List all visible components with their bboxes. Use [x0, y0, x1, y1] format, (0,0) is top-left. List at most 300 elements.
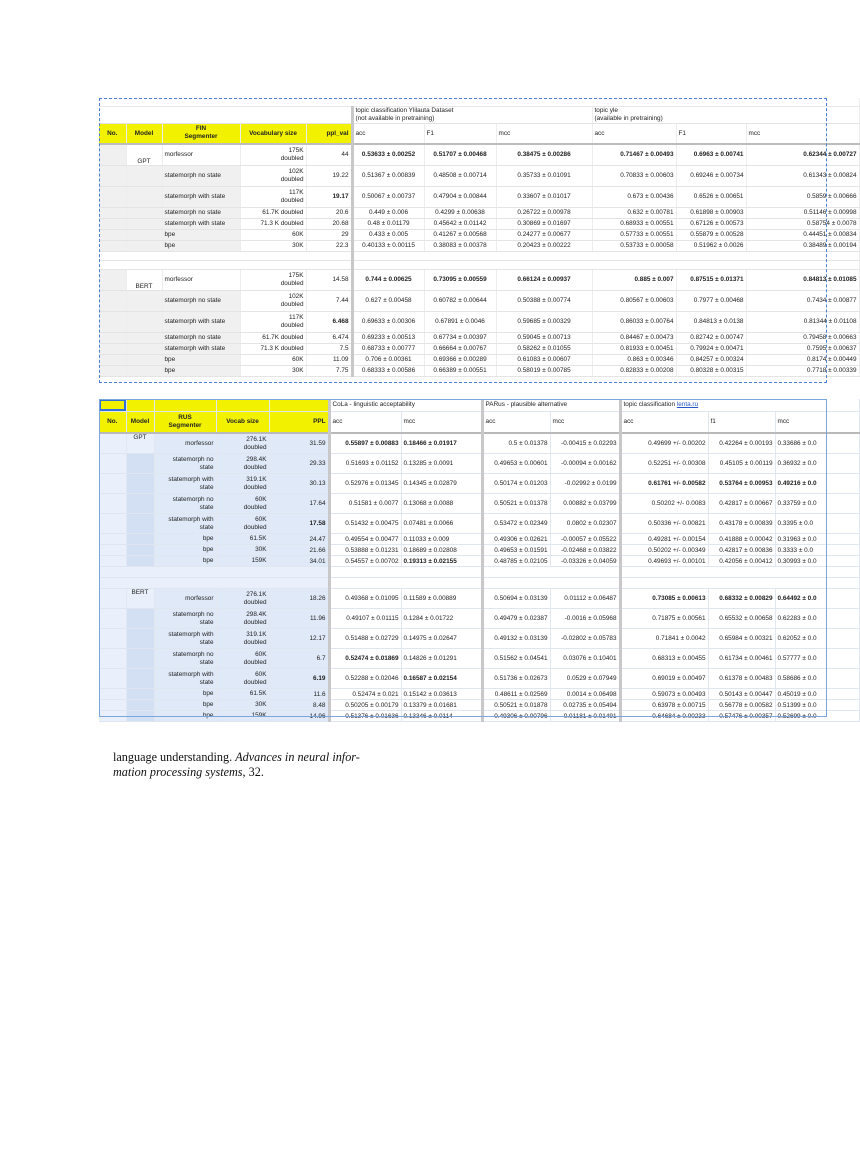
- rus-cell-topic-acc[interactable]: 0.59073 ± 0.00493: [620, 689, 708, 700]
- rus-cell-no[interactable]: [99, 474, 126, 494]
- fin-cell-m1[interactable]: 0.50388 ± 0.00774: [496, 290, 592, 311]
- fin-cell-f1[interactable]: 0.67734 ± 0.00397: [424, 332, 496, 343]
- fin-cell-a2[interactable]: 0.84467 ± 0.00473: [592, 332, 676, 343]
- rus-cell-segmenter[interactable]: [154, 669, 216, 689]
- rus-cell-topic-f1[interactable]: 0.65984 ± 0.00321: [708, 629, 775, 649]
- fin-cell-a2[interactable]: 0.70833 ± 0.00603: [592, 165, 676, 186]
- rus-col-mcc1[interactable]: mcc: [401, 411, 482, 433]
- fin-cell-vocab[interactable]: [240, 269, 306, 290]
- fin-cell-ppl[interactable]: 22.3: [306, 240, 352, 251]
- rus-cell-parus-acc[interactable]: 0.51736 ± 0.02673: [482, 669, 550, 689]
- fin-cell-a1[interactable]: 0.48 ± 0.01179: [352, 218, 424, 229]
- fin-cell-a2[interactable]: 0.68933 ± 0.00551: [592, 218, 676, 229]
- rus-col-model[interactable]: Model: [126, 411, 154, 433]
- rus-cell-topic-f1[interactable]: 0.45105 ± 0.00119: [708, 454, 775, 474]
- fin-cell-f2[interactable]: 0.84813 ± 0.0138: [676, 311, 746, 332]
- fin-cell-f2[interactable]: 0.7977 ± 0.00468: [676, 290, 746, 311]
- rus-cell-parus-mcc[interactable]: -0.02802 ± 0.05783: [550, 629, 620, 649]
- fin-cell-ppl[interactable]: 7.75: [306, 365, 352, 376]
- rus-cell-parus-mcc[interactable]: 0.00882 ± 0.03799: [550, 494, 620, 514]
- rus-cell-cola-acc[interactable]: 0.52288 ± 0.02046: [329, 669, 401, 689]
- rus-cell-no[interactable]: [99, 454, 126, 474]
- fin-cell-ppl[interactable]: 20.6: [306, 207, 352, 218]
- rus-cell-segmenter[interactable]: [154, 545, 216, 556]
- rus-cell-topic-acc[interactable]: 0.49281 +/- 0.00154: [620, 534, 708, 545]
- fin-cell-segmenter[interactable]: bpe: [162, 354, 240, 365]
- rus-cell-topic-f1[interactable]: 0.68332 ± 0.00829: [708, 589, 775, 609]
- fin-col-acc2[interactable]: acc: [592, 124, 676, 144]
- rus-cell-vocab[interactable]: [216, 556, 269, 567]
- fin-cell-a1[interactable]: 0.40133 ± 0.00115: [352, 240, 424, 251]
- fin-cell-vocab[interactable]: [240, 144, 306, 166]
- rus-cell-ppl[interactable]: 8.48: [269, 700, 329, 711]
- rus-cell-model[interactable]: BERT: [126, 589, 154, 609]
- fin-cell-m2[interactable]: 0.7718 ± 0.00339: [746, 365, 859, 376]
- rus-cell-cola-mcc[interactable]: 0.14345 ± 0.02879: [401, 474, 482, 494]
- fin-cell-model[interactable]: [126, 229, 162, 240]
- rus-cell-vocab[interactable]: [216, 454, 269, 474]
- rus-cell-topic-f1[interactable]: 0.65532 ± 0.00658: [708, 609, 775, 629]
- fin-cell-ppl[interactable]: 6.474: [306, 332, 352, 343]
- fin-cell-vocab[interactable]: [240, 218, 306, 229]
- rus-cell-segmenter[interactable]: [154, 629, 216, 649]
- rus-cell-ppl[interactable]: 6.7: [269, 649, 329, 669]
- rus-cell-no[interactable]: [99, 649, 126, 669]
- fin-cell-f1[interactable]: 0.66664 ± 0.00767: [424, 343, 496, 354]
- rus-col-acc3[interactable]: acc: [620, 411, 708, 433]
- fin-cell-model[interactable]: GPT: [126, 144, 162, 166]
- fin-cell-m1[interactable]: 0.20423 ± 0.00222: [496, 240, 592, 251]
- fin-cell-a2[interactable]: 0.53733 ± 0.00058: [592, 240, 676, 251]
- fin-cell-ppl[interactable]: 6.468: [306, 311, 352, 332]
- rus-cell-topic-acc[interactable]: 0.50202 +/- 0.0083: [620, 494, 708, 514]
- rus-cell-model[interactable]: [126, 649, 154, 669]
- fin-cell-segmenter[interactable]: statemorph no state: [162, 290, 240, 311]
- rus-cell-topic-mcc[interactable]: 0.3333 ± 0.0: [775, 545, 859, 556]
- fin-group2-header[interactable]: [592, 107, 859, 124]
- rus-cell-ppl[interactable]: 6.19: [269, 669, 329, 689]
- rus-cell-parus-acc[interactable]: 0.51562 ± 0.04541: [482, 649, 550, 669]
- fin-cell-segmenter[interactable]: statemorph with state: [162, 311, 240, 332]
- fin-cell-model[interactable]: [126, 165, 162, 186]
- rus-cell-parus-acc[interactable]: 0.49132 ± 0.03139: [482, 629, 550, 649]
- fin-col-model[interactable]: Model: [126, 124, 162, 144]
- rus-cell-cola-mcc[interactable]: 0.11589 ± 0.00889: [401, 589, 482, 609]
- rus-cell-topic-f1[interactable]: 0.53764 ± 0.00953: [708, 474, 775, 494]
- rus-cell-ppl[interactable]: 34.01: [269, 556, 329, 567]
- rus-cell-topic-mcc[interactable]: 0.49216 ± 0.0: [775, 474, 859, 494]
- rus-cell-cola-mcc[interactable]: 0.19313 ± 0.02155: [401, 556, 482, 567]
- fin-cell-no[interactable]: [99, 218, 126, 229]
- fin-cell-a1[interactable]: 0.744 ± 0.00625: [352, 269, 424, 290]
- rus-cell-topic-f1[interactable]: 0.42056 ± 0.00412: [708, 556, 775, 567]
- fin-cell-m1[interactable]: 0.33607 ± 0.01017: [496, 186, 592, 207]
- rus-cell-model[interactable]: [126, 609, 154, 629]
- rus-cell-cola-acc[interactable]: 0.52976 ± 0.01345: [329, 474, 401, 494]
- rus-topic-header[interactable]: [620, 399, 859, 411]
- rus-cell-ppl[interactable]: 24.47: [269, 534, 329, 545]
- fin-cell-a2[interactable]: 0.57733 ± 0.00551: [592, 229, 676, 240]
- fin-cell-no[interactable]: [99, 311, 126, 332]
- fin-cell-a1[interactable]: 0.51367 ± 0.00839: [352, 165, 424, 186]
- fin-cell-vocab[interactable]: [240, 332, 306, 343]
- rus-cell-parus-mcc[interactable]: -0.00094 ± 0.00162: [550, 454, 620, 474]
- rus-cell-segmenter[interactable]: [154, 589, 216, 609]
- fin-cell-ppl[interactable]: 7.5: [306, 343, 352, 354]
- rus-cell-no[interactable]: [99, 514, 126, 534]
- rus-cell-topic-acc[interactable]: 0.68313 ± 0.00455: [620, 649, 708, 669]
- fin-cell-a1[interactable]: 0.449 ± 0.006: [352, 207, 424, 218]
- rus-cell-topic-mcc[interactable]: 0.64492 ± 0.0: [775, 589, 859, 609]
- fin-col-f1-1[interactable]: F1: [424, 124, 496, 144]
- fin-cell-m1[interactable]: 0.24277 ± 0.00677: [496, 229, 592, 240]
- fin-cell-f1[interactable]: 0.48508 ± 0.00714: [424, 165, 496, 186]
- rus-cell-topic-f1[interactable]: 0.42817 ± 0.00836: [708, 545, 775, 556]
- rus-cell-no[interactable]: [99, 589, 126, 609]
- rus-parus-header[interactable]: PARus - plausible alternative: [482, 399, 620, 411]
- rus-cell-cola-acc[interactable]: 0.49368 ± 0.01095: [329, 589, 401, 609]
- fin-cell-segmenter[interactable]: statemorph with state: [162, 186, 240, 207]
- fin-cell-a1[interactable]: 0.433 ± 0.005: [352, 229, 424, 240]
- fin-cell-segmenter[interactable]: statemorph with state: [162, 218, 240, 229]
- fin-cell-segmenter[interactable]: morfessor: [162, 269, 240, 290]
- rus-cell-vocab[interactable]: [216, 534, 269, 545]
- fin-cell-m1[interactable]: 0.26722 ± 0.00978: [496, 207, 592, 218]
- fin-cell-no[interactable]: [99, 144, 126, 166]
- rus-cell-parus-mcc[interactable]: 0.0529 ± 0.07949: [550, 669, 620, 689]
- fin-cell-ppl[interactable]: 44: [306, 144, 352, 166]
- rus-cell-cola-acc[interactable]: 0.53888 ± 0.01231: [329, 545, 401, 556]
- rus-cell-topic-acc[interactable]: 0.73085 ± 0.00613: [620, 589, 708, 609]
- fin-cell-f2[interactable]: 0.55879 ± 0.00528: [676, 229, 746, 240]
- rus-cell-topic-mcc[interactable]: 0.52699 ± 0.0: [775, 711, 859, 722]
- rus-cell-cola-acc[interactable]: 0.49107 ± 0.01115: [329, 609, 401, 629]
- rus-cell-vocab[interactable]: [216, 700, 269, 711]
- fin-cell-a1[interactable]: 0.69633 ± 0.00306: [352, 311, 424, 332]
- rus-cell-cola-acc[interactable]: 0.51693 ± 0.01152: [329, 454, 401, 474]
- fin-cell-model[interactable]: [126, 354, 162, 365]
- fin-cell-m2[interactable]: 0.7595 ± 0.00637: [746, 343, 859, 354]
- fin-cell-segmenter[interactable]: bpe: [162, 229, 240, 240]
- rus-cell-cola-mcc[interactable]: 0.14975 ± 0.02647: [401, 629, 482, 649]
- rus-cell-vocab[interactable]: [216, 433, 269, 454]
- rus-cell-vocab[interactable]: [216, 711, 269, 722]
- fin-cell-no[interactable]: [99, 343, 126, 354]
- rus-cell-cola-acc[interactable]: 0.52474 ± 0.021: [329, 689, 401, 700]
- fin-cell-f2[interactable]: 0.87515 ± 0.01371: [676, 269, 746, 290]
- rus-cell-topic-f1[interactable]: 0.61378 ± 0.00483: [708, 669, 775, 689]
- fin-col-vocab[interactable]: Vocabulary size: [240, 124, 306, 144]
- rus-cell-model[interactable]: [126, 711, 154, 722]
- rus-cell-parus-mcc[interactable]: 0.02735 ± 0.05494: [550, 700, 620, 711]
- rus-cell-topic-acc[interactable]: 0.50336 +/- 0.00821: [620, 514, 708, 534]
- rus-cell-segmenter[interactable]: [154, 433, 216, 454]
- fin-cell-no[interactable]: [99, 269, 126, 290]
- fin-cell-a2[interactable]: 0.863 ± 0.00346: [592, 354, 676, 365]
- rus-cell-topic-mcc[interactable]: 0.62283 ± 0.0: [775, 609, 859, 629]
- fin-cell-f1[interactable]: 0.67891 ± 0.0046: [424, 311, 496, 332]
- fin-cell-no[interactable]: [99, 290, 126, 311]
- rus-cell-topic-mcc[interactable]: 0.62052 ± 0.0: [775, 629, 859, 649]
- fin-col-mcc1[interactable]: mcc: [496, 124, 592, 144]
- fin-cell-f2[interactable]: 0.82742 ± 0.00747: [676, 332, 746, 343]
- rus-cell-cola-mcc[interactable]: 0.14826 ± 0.01291: [401, 649, 482, 669]
- rus-cell-vocab[interactable]: [216, 649, 269, 669]
- fin-cell-model[interactable]: [126, 186, 162, 207]
- rus-col-acc1[interactable]: acc: [329, 411, 401, 433]
- fin-cell-model[interactable]: [126, 218, 162, 229]
- fin-cell-vocab[interactable]: [240, 186, 306, 207]
- rus-cell-topic-mcc[interactable]: 0.58686 ± 0.0: [775, 669, 859, 689]
- rus-cell-segmenter[interactable]: [154, 700, 216, 711]
- rus-cell-cola-mcc[interactable]: 0.13285 ± 0.0091: [401, 454, 482, 474]
- fin-cell-no[interactable]: [99, 332, 126, 343]
- fin-cell-vocab[interactable]: [240, 365, 306, 376]
- fin-cell-a1[interactable]: 0.627 ± 0.00458: [352, 290, 424, 311]
- fin-cell-f2[interactable]: 0.6963 ± 0.00741: [676, 144, 746, 166]
- fin-cell-a1[interactable]: 0.69233 ± 0.00513: [352, 332, 424, 343]
- rus-cell-parus-mcc[interactable]: 0.03076 ± 0.10401: [550, 649, 620, 669]
- rus-cell-ppl[interactable]: 17.64: [269, 494, 329, 514]
- rus-cell-no[interactable]: [99, 556, 126, 567]
- fin-cell-m1[interactable]: 0.59045 ± 0.00713: [496, 332, 592, 343]
- fin-cell-f1[interactable]: 0.4299 ± 0.00638: [424, 207, 496, 218]
- rus-col-ppl[interactable]: PPL: [269, 411, 329, 433]
- fin-group1-header[interactable]: [352, 107, 592, 124]
- rus-cell-topic-mcc[interactable]: 0.33759 ± 0.0: [775, 494, 859, 514]
- rus-cell-parus-mcc[interactable]: 0.01112 ± 0.06487: [550, 589, 620, 609]
- fin-cell-f2[interactable]: 0.79924 ± 0.00471: [676, 343, 746, 354]
- fin-cell-no[interactable]: [99, 229, 126, 240]
- rus-cell-no[interactable]: [99, 669, 126, 689]
- rus-cell-ppl[interactable]: 18.26: [269, 589, 329, 609]
- rus-cell-vocab[interactable]: [216, 669, 269, 689]
- rus-cell-segmenter[interactable]: [154, 514, 216, 534]
- fin-col-mcc2[interactable]: mcc: [746, 124, 859, 144]
- rus-cell-segmenter[interactable]: [154, 454, 216, 474]
- rus-cell-vocab[interactable]: [216, 514, 269, 534]
- rus-cell-parus-acc[interactable]: 0.49306 ± 0.02621: [482, 534, 550, 545]
- rus-cell-cola-mcc[interactable]: 0.07481 ± 0.0066: [401, 514, 482, 534]
- rus-cell-segmenter[interactable]: [154, 534, 216, 545]
- rus-cell-parus-acc[interactable]: 0.50521 ± 0.01378: [482, 494, 550, 514]
- fin-cell-f2[interactable]: 0.61898 ± 0.00903: [676, 207, 746, 218]
- fin-cell-model[interactable]: [126, 343, 162, 354]
- rus-cell-topic-f1[interactable]: 0.43178 ± 0.00839: [708, 514, 775, 534]
- rus-cell-ppl[interactable]: 30.13: [269, 474, 329, 494]
- rus-cell-parus-mcc[interactable]: -0.00057 ± 0.05522: [550, 534, 620, 545]
- rus-cell-topic-f1[interactable]: 0.61734 ± 0.00461: [708, 649, 775, 669]
- rus-cell-topic-mcc[interactable]: 0.45019 ± 0.0: [775, 689, 859, 700]
- fin-cell-m2[interactable]: 0.38489 ± 0.00194: [746, 240, 859, 251]
- rus-cell-topic-mcc[interactable]: 0.51399 ± 0.0: [775, 700, 859, 711]
- fin-cell-f1[interactable]: 0.41267 ± 0.00568: [424, 229, 496, 240]
- rus-cell-topic-acc[interactable]: 0.63978 ± 0.00715: [620, 700, 708, 711]
- rus-cell-no[interactable]: [99, 545, 126, 556]
- rus-cell-parus-acc[interactable]: 0.49306 ± 0.00796: [482, 711, 550, 722]
- fin-cell-f2[interactable]: 0.67126 ± 0.00573: [676, 218, 746, 229]
- rus-cell-model[interactable]: [126, 514, 154, 534]
- rus-cell-model[interactable]: [126, 454, 154, 474]
- rus-cell-cola-acc[interactable]: 0.49554 ± 0.00477: [329, 534, 401, 545]
- rus-cell-segmenter[interactable]: [154, 649, 216, 669]
- fin-cell-a2[interactable]: 0.86033 ± 0.00764: [592, 311, 676, 332]
- fin-cell-m2[interactable]: 0.58754 ± 0.0078: [746, 218, 859, 229]
- rus-cell-cola-acc[interactable]: 0.54557 ± 0.00702: [329, 556, 401, 567]
- fin-cell-segmenter[interactable]: bpe: [162, 240, 240, 251]
- rus-cell-topic-acc[interactable]: 0.64684 ± 0.00233: [620, 711, 708, 722]
- fin-cell-a1[interactable]: 0.53633 ± 0.00252: [352, 144, 424, 166]
- rus-cell-ppl[interactable]: 12.17: [269, 629, 329, 649]
- selected-cell[interactable]: [99, 399, 126, 411]
- fin-cell-vocab[interactable]: [240, 343, 306, 354]
- rus-col-mcc3[interactable]: mcc: [775, 411, 859, 433]
- rus-cell-cola-mcc[interactable]: 0.13346 ± 0.0114: [401, 711, 482, 722]
- rus-cell-parus-acc[interactable]: 0.50174 ± 0.01203: [482, 474, 550, 494]
- rus-cell-cola-acc[interactable]: 0.51376 ± 0.01636: [329, 711, 401, 722]
- fin-cell-a1[interactable]: 0.68333 ± 0.00586: [352, 365, 424, 376]
- fin-cell-ppl[interactable]: 19.17: [306, 186, 352, 207]
- rus-cell-cola-acc[interactable]: 0.50205 ± 0.00179: [329, 700, 401, 711]
- rus-cell-parus-acc[interactable]: 0.49653 ± 0.01591: [482, 545, 550, 556]
- fin-cell-f2[interactable]: 0.51962 ± 0.0026: [676, 240, 746, 251]
- fin-cell-m1[interactable]: 0.38475 ± 0.00286: [496, 144, 592, 166]
- fin-cell-a2[interactable]: 0.673 ± 0.00436: [592, 186, 676, 207]
- fin-cell-m2[interactable]: 0.81344 ± 0.01108: [746, 311, 859, 332]
- fin-cell-ppl[interactable]: 19.22: [306, 165, 352, 186]
- fin-cell-m1[interactable]: 0.58262 ± 0.01055: [496, 343, 592, 354]
- rus-cell-parus-mcc[interactable]: -0.01181 ± 0.01491: [550, 711, 620, 722]
- rus-cell-topic-mcc[interactable]: 0.3395 ± 0.0: [775, 514, 859, 534]
- rus-cell-no[interactable]: [99, 711, 126, 722]
- fin-cell-a1[interactable]: 0.706 ± 0.00361: [352, 354, 424, 365]
- rus-cell-model[interactable]: GPT: [126, 433, 154, 454]
- rus-cell-model[interactable]: [126, 700, 154, 711]
- rus-cell-vocab[interactable]: [216, 689, 269, 700]
- rus-cell-topic-acc[interactable]: 0.52251 +/- 0.00308: [620, 454, 708, 474]
- fin-cell-f1[interactable]: 0.73095 ± 0.00559: [424, 269, 496, 290]
- rus-cell-parus-mcc[interactable]: -0.00415 ± 0.02293: [550, 433, 620, 454]
- fin-cell-f2[interactable]: 0.69246 ± 0.00734: [676, 165, 746, 186]
- fin-cell-f2[interactable]: 0.84257 ± 0.00324: [676, 354, 746, 365]
- fin-cell-a1[interactable]: 0.50067 ± 0.00737: [352, 186, 424, 207]
- fin-cell-vocab[interactable]: [240, 207, 306, 218]
- fin-cell-a2[interactable]: 0.71467 ± 0.00493: [592, 144, 676, 166]
- rus-cell-cola-acc[interactable]: 0.55897 ± 0.00883: [329, 433, 401, 454]
- fin-cell-vocab[interactable]: [240, 165, 306, 186]
- rus-cell-segmenter[interactable]: [154, 556, 216, 567]
- fin-cell-f1[interactable]: 0.69366 ± 0.00289: [424, 354, 496, 365]
- rus-cell-vocab[interactable]: [216, 609, 269, 629]
- fin-col-ppl[interactable]: ppl_val: [306, 124, 352, 144]
- rus-cell-model[interactable]: [126, 629, 154, 649]
- rus-cell-vocab[interactable]: [216, 494, 269, 514]
- rus-cell-parus-acc[interactable]: 0.50521 ± 0.01878: [482, 700, 550, 711]
- rus-cell-topic-mcc[interactable]: 0.57777 ± 0.0: [775, 649, 859, 669]
- fin-cell-model[interactable]: [126, 365, 162, 376]
- rus-cell-ppl[interactable]: 31.59: [269, 433, 329, 454]
- rus-cell-ppl[interactable]: 11.96: [269, 609, 329, 629]
- rus-cell-topic-acc[interactable]: 0.71875 ± 0.00561: [620, 609, 708, 629]
- rus-cell-topic-mcc[interactable]: 0.36932 ± 0.0: [775, 454, 859, 474]
- rus-cell-segmenter[interactable]: [154, 711, 216, 722]
- rus-cell-cola-mcc[interactable]: 0.15142 ± 0.03613: [401, 689, 482, 700]
- rus-cell-cola-acc[interactable]: 0.51581 ± 0.0077: [329, 494, 401, 514]
- rus-cola-header[interactable]: CoLa - linguistic acceptability: [329, 399, 482, 411]
- fin-col-no[interactable]: No.: [99, 124, 126, 144]
- rus-cell-vocab[interactable]: [216, 629, 269, 649]
- fin-cell-m2[interactable]: 0.8174 ± 0.00449: [746, 354, 859, 365]
- fin-cell-f2[interactable]: 0.6526 ± 0.00651: [676, 186, 746, 207]
- rus-cell-segmenter[interactable]: [154, 474, 216, 494]
- fin-cell-m1[interactable]: 0.30869 ± 0.01697: [496, 218, 592, 229]
- rus-cell-parus-acc[interactable]: 0.53472 ± 0.02349: [482, 514, 550, 534]
- fin-cell-no[interactable]: [99, 240, 126, 251]
- rus-cell-topic-f1[interactable]: 0.41888 ± 0.00042: [708, 534, 775, 545]
- rus-cell-no[interactable]: [99, 689, 126, 700]
- fin-cell-m1[interactable]: 0.35733 ± 0.01091: [496, 165, 592, 186]
- fin-cell-vocab[interactable]: [240, 240, 306, 251]
- rus-col-no[interactable]: No.: [99, 411, 126, 433]
- rus-cell-topic-mcc[interactable]: 0.33686 ± 0.0: [775, 433, 859, 454]
- rus-cell-topic-f1[interactable]: 0.56778 ± 0.00582: [708, 700, 775, 711]
- rus-cell-topic-acc[interactable]: 0.61761 +/- 0.00582: [620, 474, 708, 494]
- fin-cell-model[interactable]: BERT: [126, 269, 162, 290]
- fin-cell-segmenter[interactable]: statemorph no state: [162, 207, 240, 218]
- fin-cell-m2[interactable]: 0.61343 ± 0.00824: [746, 165, 859, 186]
- rus-cell-ppl[interactable]: 21.66: [269, 545, 329, 556]
- rus-cell-ppl[interactable]: 29.33: [269, 454, 329, 474]
- rus-cell-ppl[interactable]: 14.96: [269, 711, 329, 722]
- rus-cell-vocab[interactable]: [216, 545, 269, 556]
- rus-cell-no[interactable]: [99, 700, 126, 711]
- fin-cell-model[interactable]: [126, 290, 162, 311]
- rus-cell-cola-mcc[interactable]: 0.18466 ± 0.01917: [401, 433, 482, 454]
- fin-cell-ppl[interactable]: 7.44: [306, 290, 352, 311]
- fin-cell-model[interactable]: [126, 207, 162, 218]
- rus-cell-vocab[interactable]: [216, 589, 269, 609]
- fin-cell-f1[interactable]: 0.38083 ± 0.00378: [424, 240, 496, 251]
- rus-cell-topic-acc[interactable]: 0.50202 +/- 0.00349: [620, 545, 708, 556]
- fin-cell-f1[interactable]: 0.47904 ± 0.00844: [424, 186, 496, 207]
- rus-cell-model[interactable]: [126, 494, 154, 514]
- rus-cell-parus-mcc[interactable]: 0.0802 ± 0.02307: [550, 514, 620, 534]
- rus-cell-model[interactable]: [126, 474, 154, 494]
- rus-cell-parus-mcc[interactable]: -0.02992 ± 0.0199: [550, 474, 620, 494]
- rus-cell-model[interactable]: [126, 689, 154, 700]
- fin-cell-m2[interactable]: 0.44451 ± 0.00834: [746, 229, 859, 240]
- rus-cell-vocab[interactable]: [216, 474, 269, 494]
- fin-col-acc1[interactable]: acc: [352, 124, 424, 144]
- fin-cell-m2[interactable]: 0.84813 ± 0.01085: [746, 269, 859, 290]
- rus-cell-parus-mcc[interactable]: -0.03326 ± 0.04059: [550, 556, 620, 567]
- fin-cell-ppl[interactable]: 11.09: [306, 354, 352, 365]
- fin-cell-f1[interactable]: 0.60782 ± 0.00644: [424, 290, 496, 311]
- fin-cell-no[interactable]: [99, 165, 126, 186]
- fin-cell-vocab[interactable]: [240, 229, 306, 240]
- fin-cell-f2[interactable]: 0.80328 ± 0.00315: [676, 365, 746, 376]
- rus-cell-parus-acc[interactable]: 0.49653 ± 0.00601: [482, 454, 550, 474]
- fin-cell-f1[interactable]: 0.45642 ± 0.01142: [424, 218, 496, 229]
- rus-cell-cola-mcc[interactable]: 0.11033 ± 0.009: [401, 534, 482, 545]
- rus-cell-model[interactable]: [126, 556, 154, 567]
- fin-cell-a2[interactable]: 0.80567 ± 0.00603: [592, 290, 676, 311]
- rus-cell-topic-f1[interactable]: 0.42817 ± 0.00667: [708, 494, 775, 514]
- rus-cell-no[interactable]: [99, 629, 126, 649]
- rus-cell-cola-mcc[interactable]: 0.13379 ± 0.01681: [401, 700, 482, 711]
- rus-cell-cola-acc[interactable]: 0.52474 ± 0.01869: [329, 649, 401, 669]
- fin-cell-ppl[interactable]: 20.68: [306, 218, 352, 229]
